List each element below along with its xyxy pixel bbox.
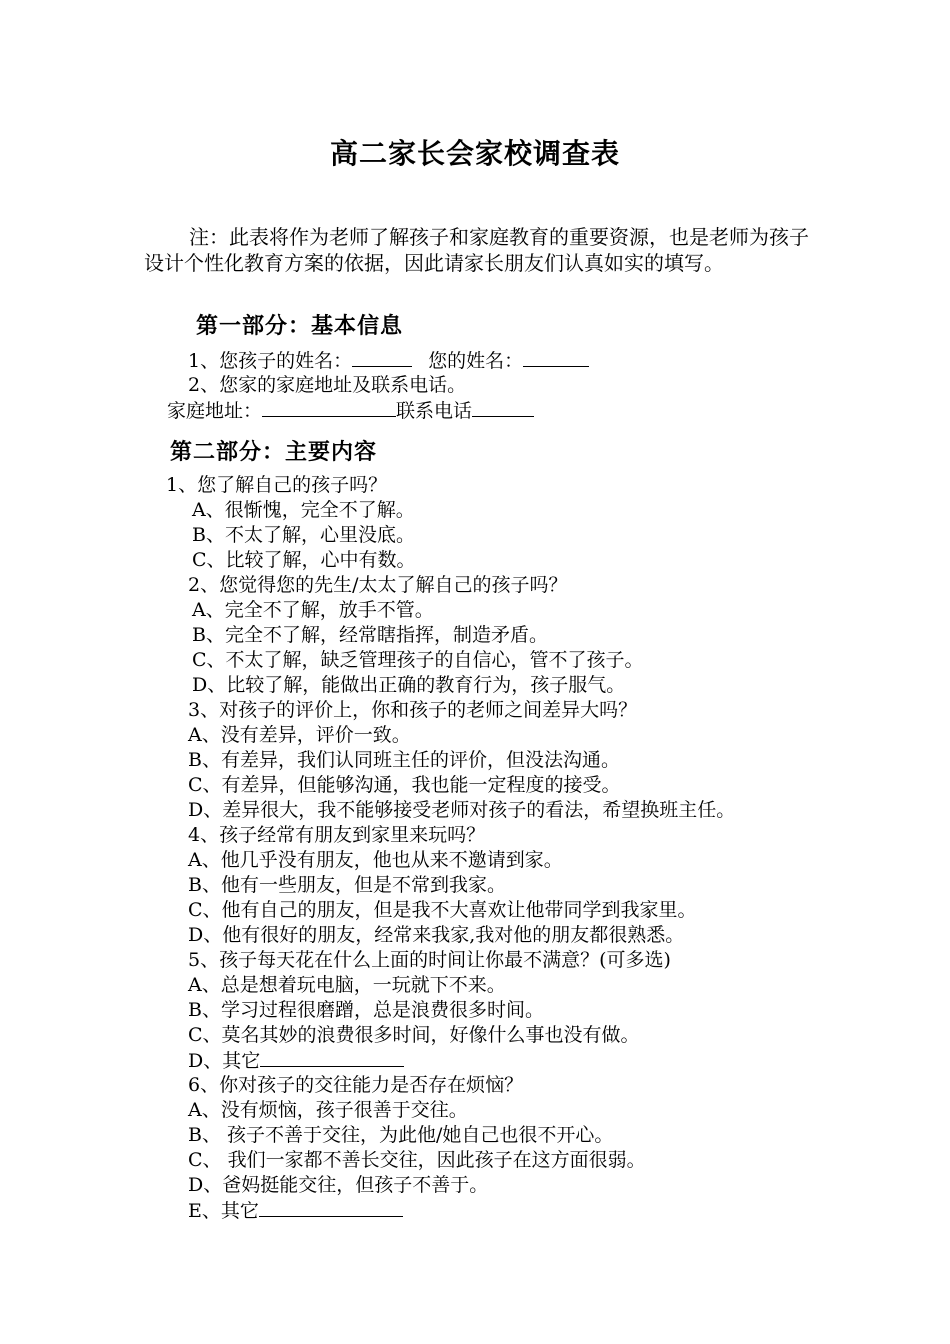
option-line: B、他有一些朋友，但是不常到我家。	[188, 874, 506, 896]
part1-heading: 第一部分：基本信息	[196, 313, 404, 339]
option-line: B、完全不了解，经常瞎指挥，制造矛盾。	[192, 624, 548, 646]
parent-name-label: 您的姓名：	[428, 350, 524, 372]
option-line: A、没有烦恼，孩子很善于交往。	[188, 1099, 468, 1121]
option-line: C、有差异，但能够沟通，我也能一定程度的接受。	[188, 774, 621, 796]
q1-name-row	[188, 348, 589, 373]
option-line: A、完全不了解，放手不管。	[192, 599, 434, 621]
option-line: C、他有自己的朋友，但是我不大喜欢让他带同学到我家里。	[188, 899, 697, 921]
question-line: 2、您觉得您的先生/太太了解自己的孩子吗？	[188, 574, 568, 596]
question-line: 5、孩子每天花在什么上面的时间让你最不满意？(可多选)	[188, 949, 671, 971]
option-line: B、不太了解，心里没底。	[192, 524, 415, 546]
option-line: B、学习过程很磨蹭，总是浪费很多时间。	[188, 999, 544, 1021]
address-phone-row	[167, 398, 534, 423]
option-line: D、差异很大，我不能够接受老师对孩子的看法，希望换班主任。	[188, 799, 736, 821]
part2-heading: 第二部分：主要内容	[170, 439, 378, 465]
option-line: A、没有差异，评价一致。	[188, 724, 411, 746]
page-title: 高二家长会家校调查表	[329, 137, 620, 170]
option-line: B、 孩子不善于交往，为此他/她自己也很不开心。	[188, 1124, 614, 1146]
q2-address-phone: 2、您家的家庭地址及联系电话。	[188, 374, 467, 396]
option-other-row	[188, 1198, 403, 1223]
option-line: D、比较了解，能做出正确的教育行为，孩子服气。	[192, 674, 626, 696]
question-line: 6、你对孩子的交往能力是否存在烦恼？	[188, 1074, 524, 1096]
child-name-blank[interactable]	[352, 348, 412, 367]
option-line: A、很惭愧，完全不了解。	[192, 499, 415, 521]
phone-label: 联系电话	[396, 400, 473, 422]
option-line: C、比较了解，心中有数。	[192, 549, 416, 571]
phone-blank[interactable]	[472, 398, 534, 417]
parent-name-blank[interactable]	[523, 348, 589, 367]
option-line: B、有差异，我们认同班主任的评价，但没法沟通。	[188, 749, 620, 771]
option-line: D、爸妈挺能交往，但孩子不善于。	[188, 1174, 489, 1196]
option-other-row	[188, 1048, 404, 1073]
other-blank[interactable]	[259, 1198, 403, 1217]
address-label: 家庭地址：	[167, 400, 263, 422]
option-line: A、总是想着玩电脑，一玩就下不来。	[188, 974, 506, 996]
option-line: D、他有很好的朋友，经常来我家,我对他的朋友都很熟悉。	[188, 924, 685, 946]
intro-note: 注：此表将作为老师了解孩子和家庭教育的重要资源，也是老师为孩子设计个性化教育方案的依据，因此请家长朋友们认真如实的填写。	[144, 225, 809, 275]
option-line: C、莫名其妙的浪费很多时间，好像什么事也没有做。	[188, 1024, 640, 1046]
option-line: E、其它	[188, 1200, 259, 1222]
question-line: 4、孩子经常有朋友到家里来玩吗？	[188, 824, 486, 846]
option-line: C、不太了解，缺乏管理孩子的自信心，管不了孩子。	[192, 649, 644, 671]
option-line: C、 我们一家都不善长交往，因此孩子在这方面很弱。	[188, 1149, 646, 1171]
other-blank[interactable]	[260, 1048, 404, 1067]
child-name-label: 1、您孩子的姓名：	[188, 350, 353, 372]
address-blank[interactable]	[262, 398, 396, 417]
question-line: 3、对孩子的评价上，你和孩子的老师之间差异大吗？	[188, 699, 638, 721]
option-line: D、其它	[188, 1050, 261, 1072]
option-line: A、他几乎没有朋友，他也从来不邀请到家。	[188, 849, 563, 871]
question-line: 1、您了解自己的孩子吗？	[166, 474, 388, 496]
